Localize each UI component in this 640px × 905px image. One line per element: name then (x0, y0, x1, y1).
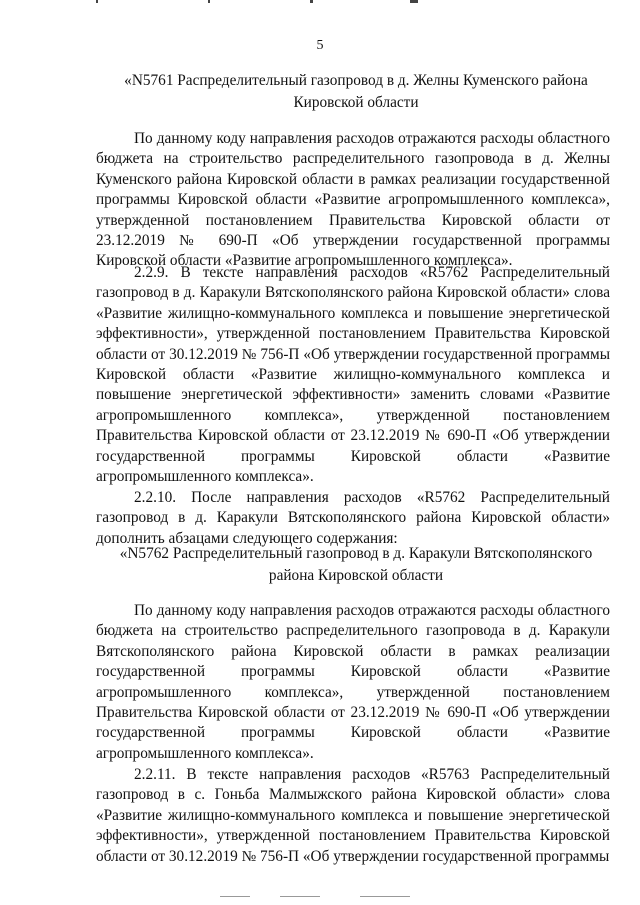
section-heading-n5761: «N5761 Распределительный газопровод в д. Желны Куменского района Кировской области (124, 72, 588, 111)
paragraph-2-2-10: 2.2.10. После направления расходов «R5762 Распределительный газопровод в д. Каракули Вятскополянского района Кировской области» дополнить абзацами следующего содержания: (96, 489, 610, 547)
page-number: 5 (316, 38, 324, 53)
paragraph-2-2-11: 2.2.11. В тексте направления расходов «R5763 Распределительный газопровод в с. Гоньба Малмыжского района Кировской области» слова «Развитие жилищно-коммунального комплекса и повышение энергетической эффективности», утвержденной постановлением Правительства Кировской области от 30.12.2019 № 756-П «Об утверждении государственной программы (96, 766, 610, 865)
section-heading-n5762: «N5762 Распределительный газопровод в д. Каракули Вятскополянского района Кировской области (119, 545, 593, 584)
paragraph-n5762-description: По данному коду направления расходов отражаются расходы областного бюджета на строительство распределительного газопровода в д. Каракули Вятскополянского района Кировской области в рамках реализации государственной программы Кировской области «Развитие агропромышленного комплекса», утвержденной постановлением Правительства Кировской области от 23.12.2019 № 690-П «Об утверждении государственной программы Кировской области «Развитие агропромышленного комплекса». (96, 602, 610, 762)
scan-artifact-bottom (220, 896, 440, 899)
scan-artifact-top (90, 0, 510, 4)
paragraph-n5761-description: По данному коду направления расходов отражаются расходы областного бюджета на строительство распределительного газопровода в д. Желны Куменского района Кировской области в рамках реализации государственной программы Кировской области «Развитие агропромышленного комплекса», утвержденной постановлением Правительства Кировской области от 23.12.2019 № 690-П «Об утверждении государственной программы Кировской области «Развитие агропромышленного комплекса». (96, 130, 610, 270)
paragraph-2-2-9: 2.2.9. В тексте направления расходов «R5762 Распределительный газопровод в д. Каракули Вятскополянского района Кировской области» слова «Развитие жилищно-коммунального комплекса и повышение энергетической эффективности», утвержденной постановлением Правительства Кировской области от 30.12.2019 № 756-П «Об утверждении государственной программы Кировской области «Развитие жилищно-коммунального комплекса и повышение энергетической эффективности» заменить словами «Развитие агропромышленного комплекса», утвержденной постановлением Правительства Кировской области от 23.12.2019 № 690-П «Об утверждении государственной программы Кировской области «Развитие агропромышленного комплекса». (96, 264, 610, 486)
